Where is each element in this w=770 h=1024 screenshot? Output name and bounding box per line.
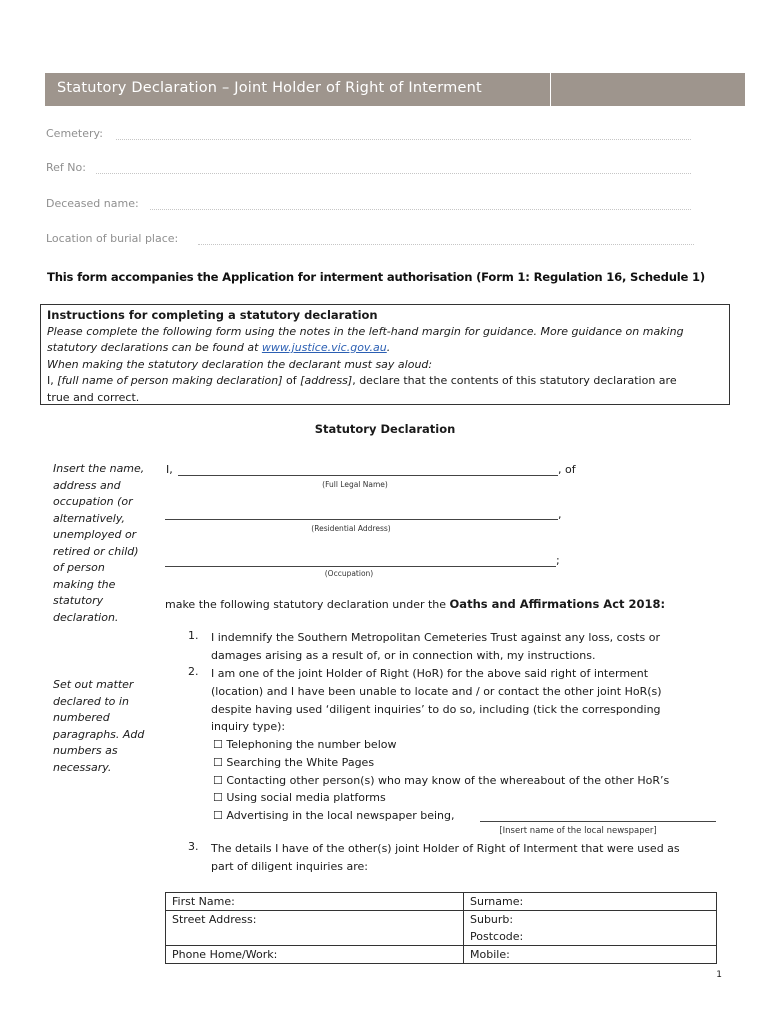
address-comma: ,	[558, 508, 562, 521]
make-declaration-line	[165, 596, 665, 614]
margin-note-line: declaration.	[53, 610, 119, 624]
margin-note-line: numbered	[53, 711, 110, 724]
item-line: damages arising as a result of, or in connection with, my instructions.	[211, 648, 596, 662]
margin-note-line: occupation (or	[53, 495, 133, 508]
page-number: 1	[716, 970, 722, 980]
declaration-heading: Statutory Declaration	[314, 422, 456, 436]
item-line: (location) and I have been unable to locate and / or contact the other joint HoR(s)	[211, 684, 662, 698]
full-name-caption: (Full Legal Name)	[322, 480, 388, 489]
item-3-text	[211, 840, 717, 876]
act-name: Oaths and Affirmations Act 2018:	[449, 597, 666, 611]
declare-address-placeholder: [address]	[300, 374, 353, 387]
make-declaration-text: make the following statutory declaration under the	[165, 598, 450, 611]
margin-note-line: necessary.	[53, 760, 112, 774]
mobile-cell[interactable]: Mobile:	[464, 946, 717, 964]
margin-note-identity	[53, 461, 153, 626]
instructions-line-4	[47, 373, 723, 390]
item-line: part of diligent inquiries are:	[211, 859, 368, 873]
margin-note-line: of person	[53, 561, 105, 574]
i-prefix: I,	[166, 463, 173, 476]
instructions-line-3: When making the statutory declaration the declarant must say aloud:	[47, 357, 433, 371]
margin-note-line: numbers as	[53, 744, 118, 757]
declare-i: I,	[47, 374, 58, 387]
other-hor-details-table	[165, 892, 717, 964]
cemetery-label: Cemetery:	[46, 127, 103, 140]
checkbox-social-media[interactable]: ☐ Using social media platforms	[213, 791, 386, 805]
occupation-field[interactable]	[165, 566, 556, 567]
margin-note-line: paragraphs. Add	[53, 727, 145, 741]
checkbox-white-pages[interactable]: ☐ Searching the White Pages	[213, 755, 375, 769]
checkbox-contacting-others[interactable]: ☐ Contacting other person(s) who may know of the whereabout of the other HoR’s	[213, 773, 670, 787]
instructions-line-2	[47, 340, 723, 357]
full-name-field[interactable]	[178, 475, 558, 476]
table-row	[166, 893, 717, 911]
postcode-label: Postcode:	[470, 930, 524, 943]
declare-name-placeholder: [full name of person making declaration]	[57, 374, 283, 387]
accompanies-note: This form accompanies the Application for interment authorisation (Form 1: Regulation 16, Schedule 1)	[47, 270, 705, 284]
occupation-caption: (Occupation)	[324, 569, 374, 578]
first-name-cell[interactable]: First Name:	[166, 893, 464, 911]
ref-no-field[interactable]	[96, 173, 691, 174]
item-line: despite having used ‘diligent inquiries’ to do so, including (tick the corresponding	[211, 702, 661, 716]
instructions-box	[40, 304, 730, 405]
instructions-title: Instructions for completing a statutory declaration	[47, 308, 378, 322]
banner-divider	[550, 73, 551, 106]
item-line: I indemnify the Southern Metropolitan Cemeteries Trust against any loss, costs or	[211, 631, 660, 644]
item-line: The details I have of the other(s) joint Holder of Right of Interment that were used as	[211, 842, 680, 855]
item-number: 1.	[188, 629, 199, 642]
instructions-line-5: true and correct.	[47, 390, 140, 404]
suburb-postcode-cell[interactable]	[464, 911, 717, 946]
margin-note-line: statutory	[53, 594, 104, 607]
margin-note-line: retired or child)	[53, 544, 139, 558]
checkbox-telephoning[interactable]: ☐ Telephoning the number below	[213, 738, 397, 751]
inquiry-checkbox-list	[213, 736, 669, 825]
deceased-name-field[interactable]	[150, 209, 691, 210]
instructions-line-2-text: statutory declarations can be found at	[47, 341, 262, 354]
newspaper-caption: [Insert name of the local newspaper]	[499, 826, 657, 836]
residential-address-field[interactable]	[165, 519, 558, 520]
suburb-label: Suburb:	[470, 913, 514, 926]
item-number: 2.	[188, 665, 199, 678]
burial-location-label: Location of burial place:	[46, 232, 179, 245]
margin-note-line: declared to in	[53, 694, 129, 708]
margin-note-paragraphs	[53, 677, 153, 776]
margin-note-line: Set out matter	[53, 678, 134, 691]
residential-address-caption: (Residential Address)	[311, 524, 391, 533]
instructions-line-2-end: .	[386, 341, 391, 354]
margin-note-line: unemployed or	[53, 528, 137, 541]
newspaper-name-field[interactable]	[480, 821, 716, 822]
form-title-banner	[45, 73, 745, 106]
item-line: I am one of the joint Holder of Right (HoR) for the above said right of interment	[211, 667, 649, 680]
street-address-cell[interactable]: Street Address:	[166, 911, 464, 946]
cemetery-field[interactable]	[116, 139, 691, 140]
item-number: 3.	[188, 840, 199, 853]
item-1-text	[211, 629, 717, 665]
margin-note-line: alternatively,	[53, 511, 125, 525]
table-row	[166, 911, 717, 946]
burial-location-field[interactable]	[198, 244, 694, 245]
margin-note-line: Insert the name,	[53, 462, 145, 475]
item-2-text	[211, 665, 717, 736]
occupation-semicolon: ;	[556, 554, 560, 567]
instructions-line-1: Please complete the following form using the notes in the left-hand margin for guidance. More guidance on making	[47, 324, 684, 338]
phone-cell[interactable]: Phone Home/Work:	[166, 946, 464, 964]
margin-note-line: address and	[53, 478, 121, 492]
item-line: inquiry type):	[211, 720, 286, 734]
ref-no-label: Ref No:	[46, 161, 86, 174]
surname-cell[interactable]: Surname:	[464, 893, 717, 911]
declare-rest: , declare that the contents of this statutory declaration are	[352, 374, 677, 387]
checkbox-newspaper[interactable]: ☐ Advertising in the local newspaper being,	[213, 809, 455, 823]
declare-of: of	[282, 374, 301, 387]
table-row	[166, 946, 717, 964]
deceased-name-label: Deceased name:	[46, 197, 139, 210]
of-suffix: , of	[558, 463, 576, 476]
margin-note-line: making the	[53, 577, 116, 591]
justice-link[interactable]: www.justice.vic.gov.au	[261, 341, 387, 354]
form-title: Statutory Declaration – Joint Holder of Right of Interment	[57, 80, 482, 96]
